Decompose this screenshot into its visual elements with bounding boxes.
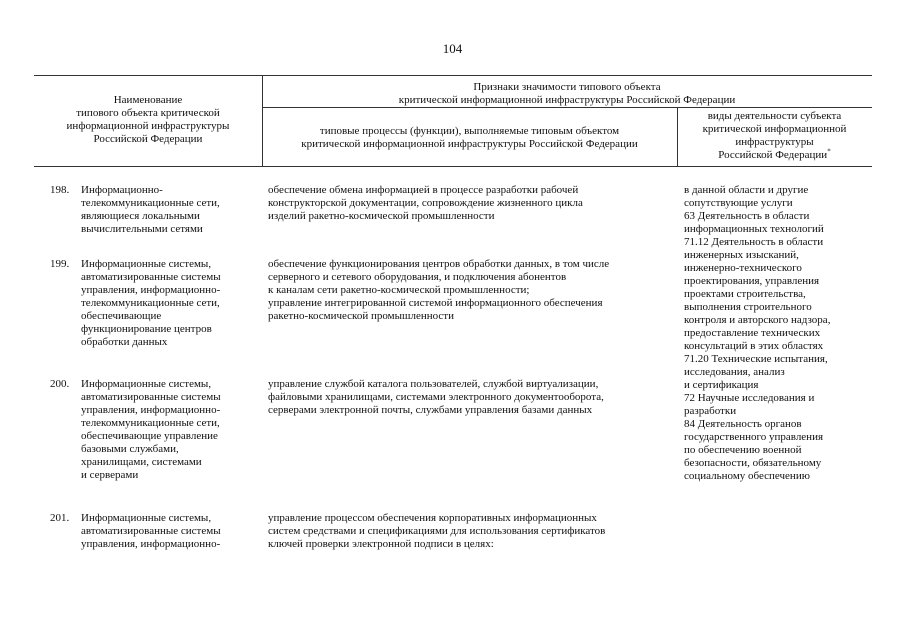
header-activity-types-text: виды деятельности субъекта критической информационной инфраструктуры Российской Федерации xyxy=(702,110,847,161)
row-process: управление службой каталога пользователей, службой виртуализации, файловыми хранилищами, системами электронного документооборота, серверами электронной почты, службами управления базами данных xyxy=(268,378,604,416)
row-object-name: Информационно- телекоммуникационные сети, являющиеся локальными вычислительными сетями xyxy=(81,184,220,235)
footnote-mark: * xyxy=(827,147,831,156)
row-number: 201. xyxy=(50,512,70,524)
header-typical-processes: типовые процессы (функции), выполняемые типовым объектом критической информационной инфраструктуры Российской Федерации xyxy=(301,125,638,150)
header-object-name: Наименование типового объекта критической информационной инфраструктуры Российской Федерации xyxy=(66,94,230,145)
row-number: 199. xyxy=(50,258,70,270)
row-process: обеспечение обмена информацией в процессе разработки рабочей конструкторской документации, сопровождение жизненного цикла изделий ракетно-космической промышленности xyxy=(268,184,583,222)
row-process: управление процессом обеспечения корпоративных информационных систем средствами и спецификациями для использования сертификатов ключей проверки электронной подписи в целях: xyxy=(268,512,606,550)
header-activity-types xyxy=(677,110,872,162)
header-group-divider xyxy=(262,107,872,108)
table-top-border xyxy=(34,75,872,76)
activity-types-list: в данной области и другие сопутствующие услуги 63 Деятельность в области информационных технологий 71.12 Деятельность в области инженерных изысканий, инженерно-технического проектирования, управления проектами строительства, выполнения строительного контроля и авторского надзора, предоставление технических консультаций в этих областях 71.20 Технические испытания, исследования, анализ и сертификация 72 Научные исследования и разработки 84 Деятельность органов государственного управления по обеспечению военной безопасности, обязательному социальному обеспечению xyxy=(684,184,831,482)
row-object-name: Информационные системы, автоматизированные системы управления, информационно- телекоммуникационные сети, обеспечивающие управление базовыми службами, хранилищами, системами и серверами xyxy=(81,378,221,481)
row-number: 200. xyxy=(50,378,70,390)
row-number: 198. xyxy=(50,184,70,196)
row-object-name: Информационные системы, автоматизированные системы управления, информационно- телекоммуникационные сети, обеспечивающие функционирование центров обработки данных xyxy=(81,258,221,348)
row-object-name: Информационные системы, автоматизированные системы управления, информационно- xyxy=(81,512,221,550)
page-number: 104 xyxy=(442,41,463,56)
header-bottom-border xyxy=(34,166,872,167)
header-significance-group: Признаки значимости типового объекта критической информационной инфраструктуры Российской Федерации xyxy=(398,81,736,106)
row-process: обеспечение функционирования центров обработки данных, в том числе серверного и сетевого оборудования, и подключения абонентов к каналам сети ракетно-космической промышленности; управление интегрированной системой информационного обеспечения ракетно-космической промышленности xyxy=(268,258,610,322)
